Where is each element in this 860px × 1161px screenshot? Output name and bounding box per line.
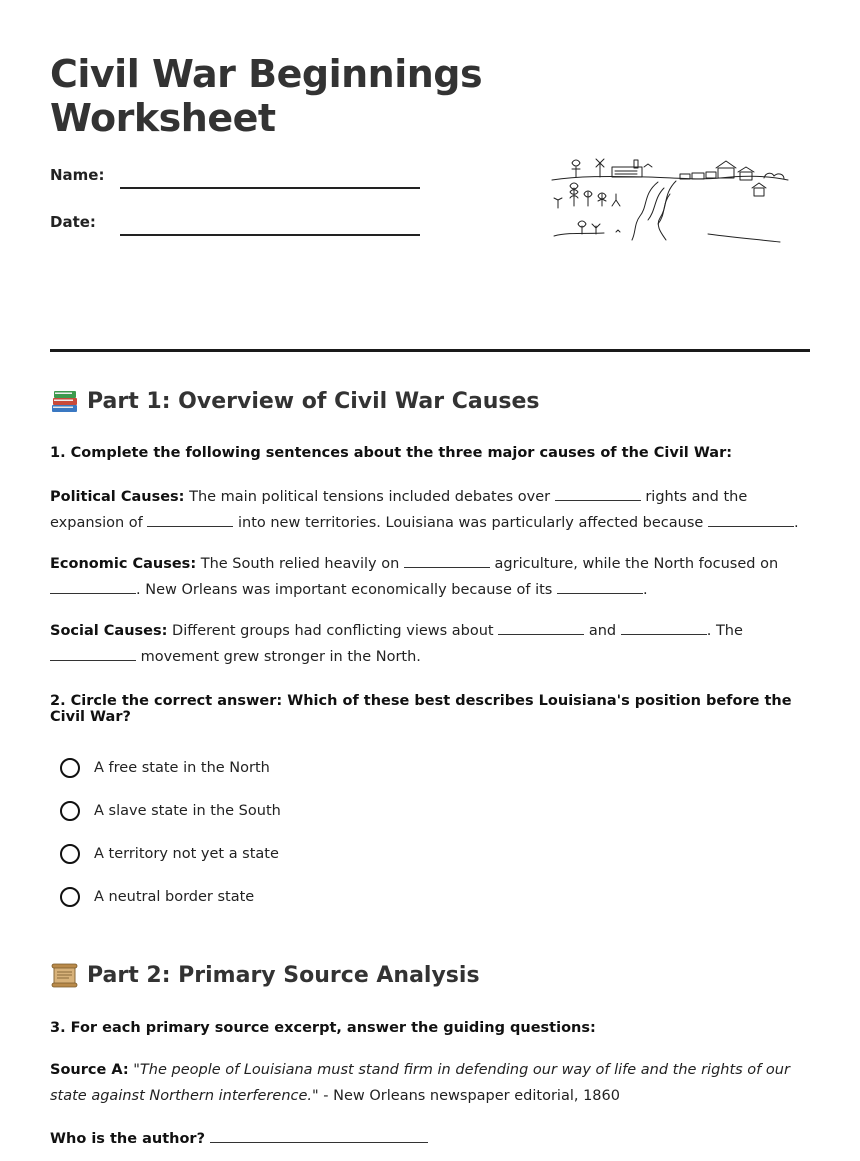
scroll-icon [50, 962, 79, 988]
economic-text-3: . New Orleans was important economically because of its [136, 582, 557, 598]
landscape-river-illustration [548, 154, 792, 246]
social-causes-paragraph [50, 618, 815, 670]
section-divider [50, 349, 810, 352]
economic-blank-2[interactable] [50, 579, 136, 594]
date-label: Date: [50, 213, 96, 231]
author-question [50, 1128, 820, 1147]
economic-text-2: agriculture, while the North focused on [489, 556, 779, 572]
social-causes-label: Social Causes: [50, 623, 168, 639]
political-text-1: The main political tensions included debates over [184, 489, 555, 505]
option-b-radio[interactable] [60, 801, 80, 821]
name-label: Name: [50, 166, 105, 184]
title-line-1: Civil War Beginnings [50, 52, 483, 96]
economic-text-1: The South relied heavily on [196, 556, 404, 572]
economic-causes-label: Economic Causes: [50, 556, 197, 572]
economic-blank-3[interactable] [557, 579, 643, 594]
economic-causes-paragraph [50, 551, 815, 603]
page-title [50, 52, 510, 140]
economic-blank-1[interactable] [404, 553, 490, 568]
social-text-2: and [584, 623, 621, 639]
political-causes-label: Political Causes: [50, 489, 185, 505]
social-text-1: Different groups had conflicting views about [167, 623, 499, 639]
political-text-2: rights and the expansion of [50, 489, 748, 531]
author-question-label: Who is the author? [50, 1131, 205, 1147]
political-blank-3[interactable] [708, 512, 794, 527]
social-blank-1[interactable] [498, 620, 584, 635]
political-blank-2[interactable] [147, 512, 233, 527]
title-line-2: Worksheet [50, 96, 276, 140]
option-c[interactable] [60, 844, 279, 864]
source-a-paragraph [50, 1057, 815, 1109]
question-1: 1. Complete the following sentences about the three major causes of the Civil War: [50, 445, 733, 461]
social-blank-2[interactable] [621, 620, 707, 635]
option-d-label: A neutral border state [94, 889, 255, 905]
social-blank-3[interactable] [50, 646, 136, 661]
date-field[interactable] [120, 234, 420, 236]
part1-title: Part 1: Overview of Civil War Causes [87, 388, 540, 414]
political-text-4: . [793, 515, 799, 531]
option-b-label: A slave state in the South [94, 803, 281, 819]
option-a[interactable] [60, 758, 270, 778]
part2-title: Part 2: Primary Source Analysis [87, 962, 480, 988]
option-c-radio[interactable] [60, 844, 80, 864]
social-text-3: . The [706, 623, 743, 639]
political-text-3: into new territories. Louisiana was particularly affected because [233, 515, 708, 531]
source-a-quote: "The people of Louisiana must stand firm in defending our way of life and the rights of our state against Northern interference." [50, 1062, 790, 1104]
author-answer-blank[interactable] [210, 1128, 428, 1143]
source-a-label: Source A: [50, 1062, 129, 1078]
books-icon [50, 388, 79, 414]
option-c-label: A territory not yet a state [94, 846, 279, 862]
name-field[interactable] [120, 187, 420, 189]
part1-heading [50, 388, 539, 414]
social-text-4: movement grew stronger in the North. [136, 649, 421, 665]
economic-text-4: . [642, 582, 648, 598]
source-a-attribution: - New Orleans newspaper editorial, 1860 [318, 1088, 620, 1104]
option-d[interactable] [60, 887, 254, 907]
political-causes-paragraph [50, 484, 815, 536]
question-3: 3. For each primary source excerpt, answer the guiding questions: [50, 1020, 596, 1036]
part2-heading [50, 962, 480, 988]
option-a-label: A free state in the North [94, 760, 270, 776]
political-blank-1[interactable] [555, 486, 641, 501]
option-b[interactable] [60, 801, 281, 821]
option-d-radio[interactable] [60, 887, 80, 907]
question-2: 2. Circle the correct answer: Which of these best describes Louisiana's position before the Civil War? [50, 693, 792, 725]
option-a-radio[interactable] [60, 758, 80, 778]
